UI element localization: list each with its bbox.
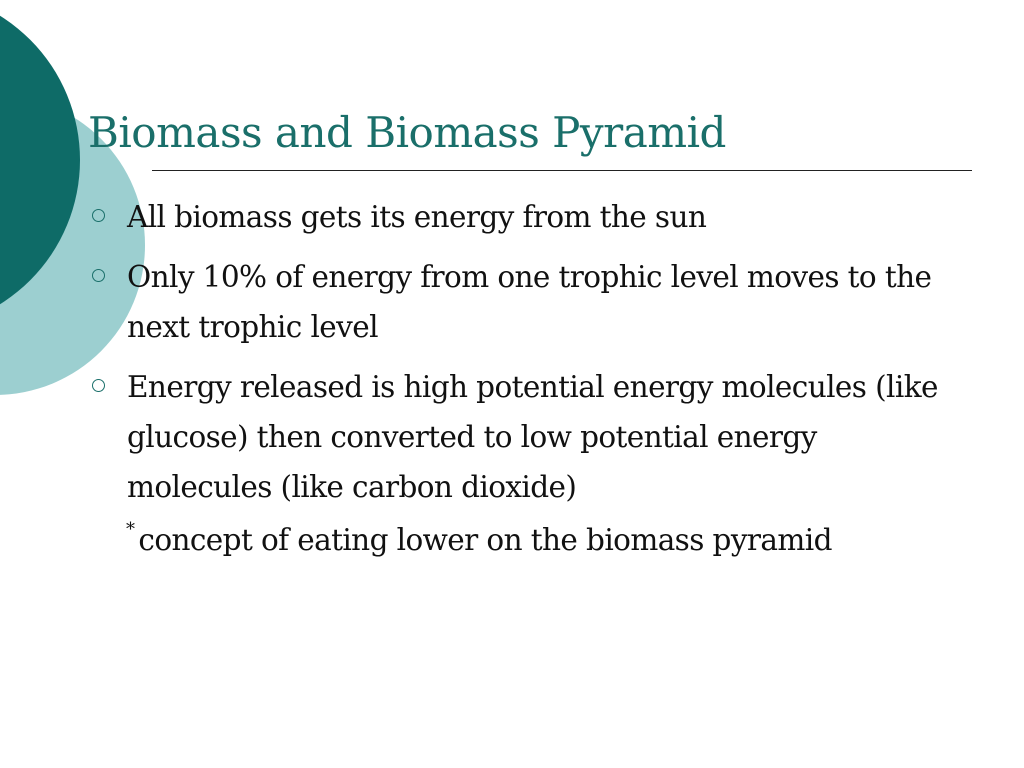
bullet-item bbox=[90, 192, 970, 242]
sub-note bbox=[126, 515, 832, 565]
note-asterisk: * bbox=[126, 519, 135, 540]
note-text: concept of eating lower on the biomass pyramid bbox=[138, 523, 832, 557]
bullet-text: Energy released is high potential energy molecules (like glucose) then converted to low potential energy molecules (like carbon dioxide) bbox=[127, 370, 938, 504]
hollow-circle-bullet-icon bbox=[92, 379, 105, 392]
bullet-list bbox=[90, 192, 970, 522]
title-underline bbox=[152, 170, 972, 171]
bullet-item bbox=[90, 252, 970, 352]
hollow-circle-bullet-icon bbox=[92, 269, 105, 282]
hollow-circle-bullet-icon bbox=[92, 209, 105, 222]
bullet-text: Only 10% of energy from one trophic level moves to the next trophic level bbox=[127, 260, 932, 344]
slide-title: Biomass and Biomass Pyramid bbox=[88, 108, 726, 157]
bullet-item bbox=[90, 362, 970, 512]
bullet-text: All biomass gets its energy from the sun bbox=[127, 200, 707, 234]
